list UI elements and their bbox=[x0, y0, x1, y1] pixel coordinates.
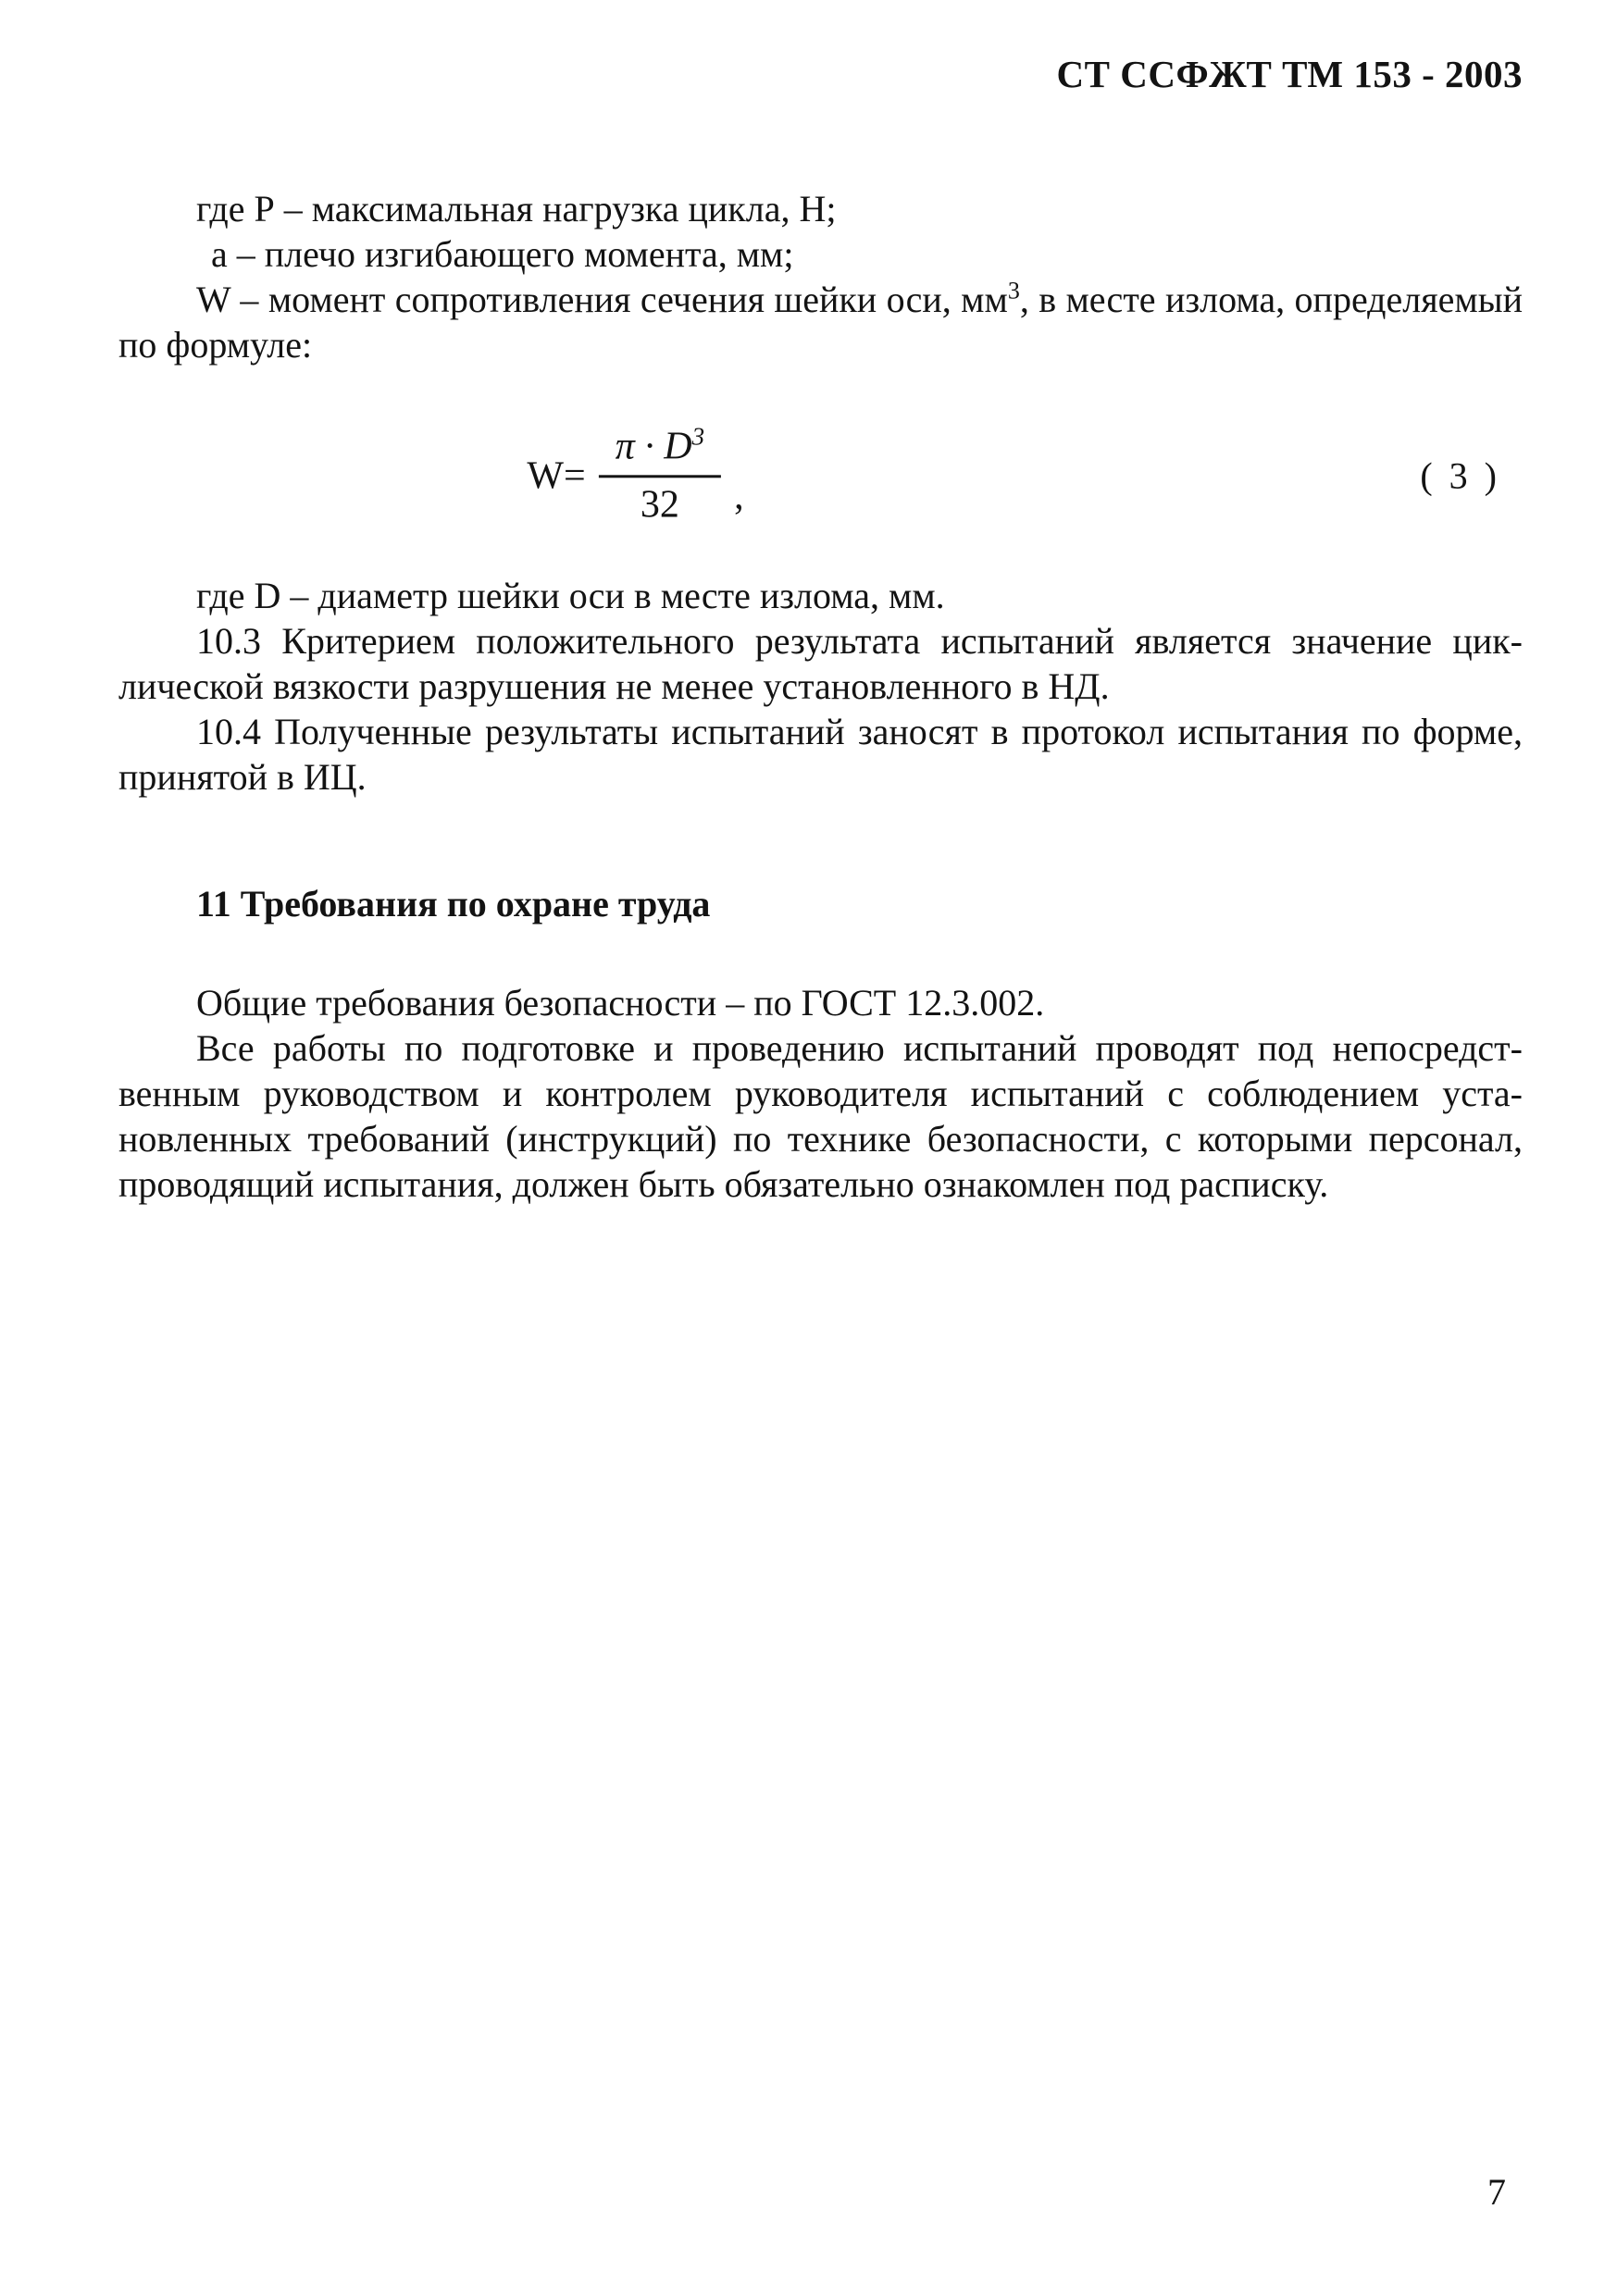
section-11-title: 11 Требования по охране труда bbox=[196, 883, 711, 925]
formula-denominator: 32 bbox=[640, 483, 679, 527]
paragraph-def-p bbox=[118, 186, 1523, 231]
formula-fraction bbox=[599, 422, 721, 527]
para-10-4-text: 10.4 Полученные результаты испытаний заносят в протокол испытания по форме, принятой в ИЦ. bbox=[118, 711, 1523, 798]
formula-numerator: $\pi \cdot D^3$ bbox=[599, 425, 721, 478]
section-11-heading bbox=[118, 881, 1523, 926]
para-11-1-text: Общие требования безопасности – по ГОСТ 12.3.002. bbox=[196, 982, 1045, 1024]
def-p-text: где Р – максимальная нагрузка цикла, Н; bbox=[196, 188, 837, 230]
page-number: 7 bbox=[1487, 2171, 1506, 2213]
formula-3-row bbox=[118, 403, 1523, 549]
formula-comma: , bbox=[734, 474, 744, 517]
def-d-text: где D – диаметр шейки оси в месте излома, мм. bbox=[196, 575, 945, 616]
def-w-pre: W – момент сопротивления сечения шейки оси, мм bbox=[196, 279, 1008, 320]
paragraph-10-4 bbox=[118, 709, 1523, 800]
paragraph-def-a bbox=[118, 231, 1523, 277]
def-a-text: а – плечо изгибающего момента, мм; bbox=[211, 233, 794, 275]
paragraph-11-2 bbox=[118, 1025, 1523, 1207]
paragraph-11-1 bbox=[118, 980, 1523, 1025]
para-11-2-text: Все работы по подготовке и проведению испытаний проводят под непосредственным руководством и контролем руководителя испытаний с соблюдением установленных требований (инструкций) по технике безопасности, с которыми персонал, проводящий испытания, должен быть обязательно ознакомлен под расписку. bbox=[118, 1027, 1523, 1205]
def-w-post: , в месте излома, определяемый по формуле: bbox=[118, 279, 1523, 366]
para-10-3-text: 10.3 Критерием положительного результата испытаний является значение циклической вязкости разрушения не менее установленного в НД. bbox=[118, 620, 1523, 707]
formula-exponent: 3 bbox=[691, 422, 705, 451]
doc-content bbox=[118, 186, 1523, 1207]
paragraph-10-3 bbox=[118, 618, 1523, 709]
paragraph-def-d bbox=[118, 573, 1523, 618]
formula-3 bbox=[527, 422, 744, 527]
def-w-superscript: 3 bbox=[1007, 277, 1020, 304]
paragraph-def-w bbox=[118, 277, 1523, 367]
equation-number: ( 3 ) bbox=[1420, 454, 1500, 497]
doc-header: СТ ССФЖТ ТМ 153 - 2003 bbox=[1056, 53, 1523, 95]
formula-lhs: W= bbox=[527, 453, 586, 497]
